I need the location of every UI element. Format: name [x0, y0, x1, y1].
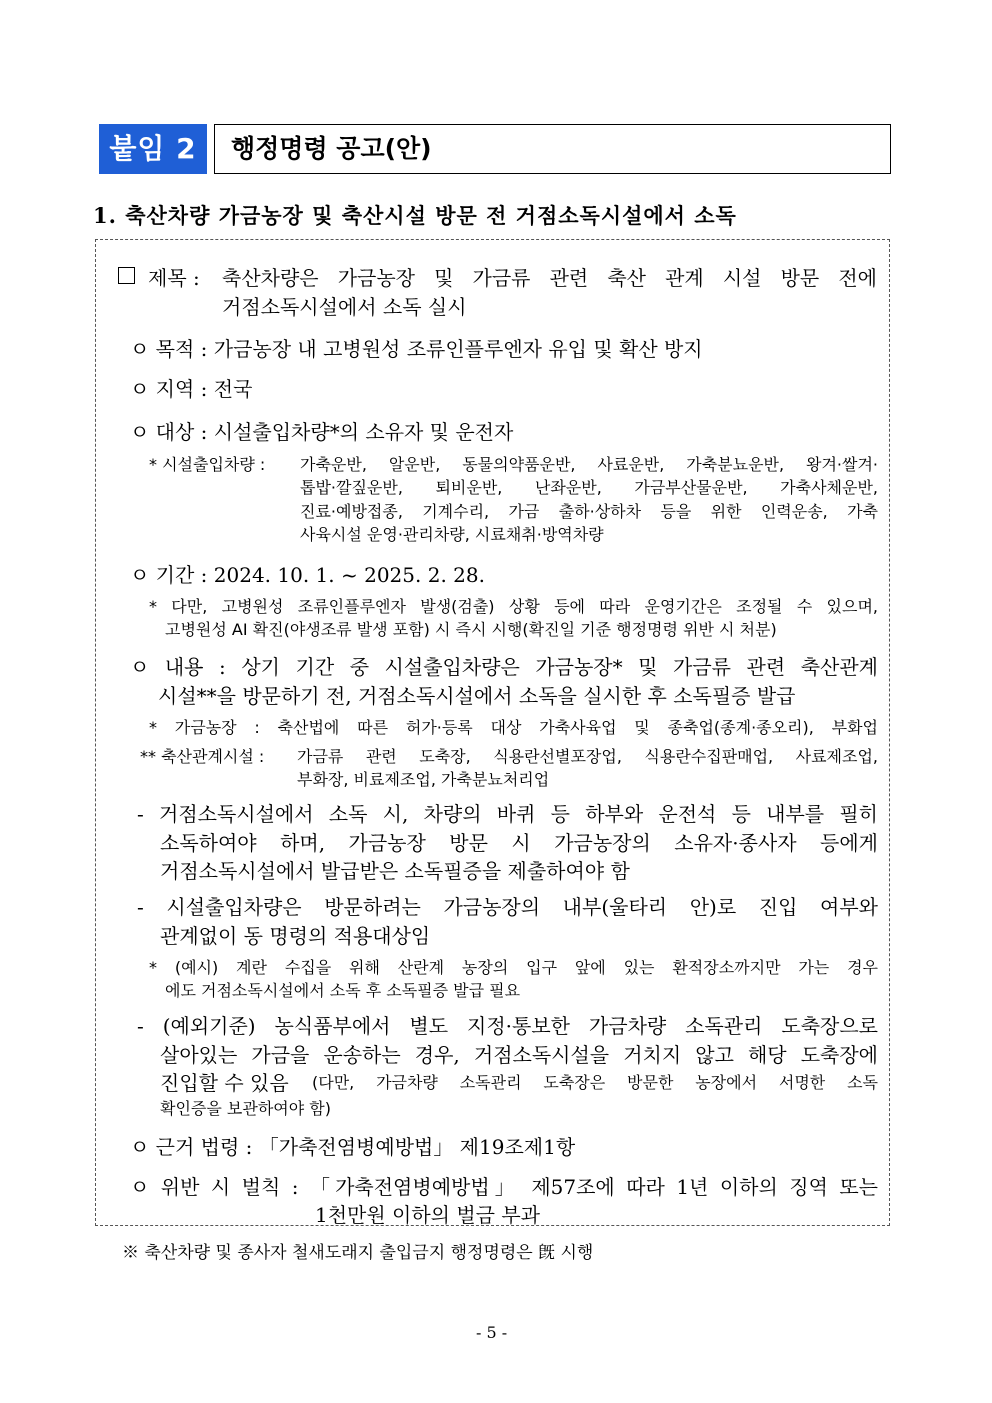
page-title: 행정명령 공고(안): [231, 134, 432, 163]
checkbox-square-icon: [118, 267, 135, 284]
vehicle-line-3: 진료·예방접종, 기계수리, 가금 출하·상하차 등을 위한 인력운송, 가축: [300, 502, 878, 521]
subject-label: 제목 :: [148, 266, 200, 290]
vehicle-label: * 시설출입차량 :: [149, 455, 266, 474]
purpose-line: ㅇ 목적 : 가금농장 내 고병원성 조류인플루엔자 유입 및 확산 방지: [130, 337, 703, 361]
dash2-line-1: - 시설출입차량은 방문하려는 가금농장의 내부(울타리 안)로 진입 여부와: [137, 895, 878, 919]
example-line-2: 에도 거점소독시설에서 소독 후 소독필증 발급 필요: [165, 981, 521, 1000]
section-title: 1. 축산차량 가금농장 및 축산시설 방문 전 거점소독시설에서 소독: [93, 203, 737, 228]
farm-note: * 가금농장 : 축산법에 따른 허가·등록 대상 가축사육업 및 종축업(종계·종오리), 부화업: [149, 718, 878, 737]
dash2-line-2: 관계없이 동 명령의 적용대상임: [160, 924, 431, 948]
dash3-line-3b: (다만, 가금차량 소독관리 도축장은 방문한 농장에서 서명한 소독: [312, 1073, 878, 1092]
dash3-line-1: - (예외기준) 농식품부에서 별도 지정·통보한 가금차량 소독관리 도축장으로: [137, 1014, 878, 1038]
period-note-2: 고병원성 AI 확진(야생조류 발생 포함) 시 즉시 시행(확진일 기준 행정명령 위반 시 처분): [165, 620, 777, 639]
vehicle-line-4: 사육시설 운영·관리차량, 시료채취·방역차량: [300, 525, 604, 544]
penalty-line-1: ㅇ 위반 시 벌칙 : 「가축전염병예방법」 제57조에 따라 1년 이하의 징역 또는: [130, 1175, 878, 1199]
penalty-line-2: 1천만원 이하의 벌금 부과: [315, 1203, 540, 1227]
period-note-1: * 다만, 고병원성 조류인플루엔자 발생(검출) 상황 등에 따라 운영기간은 조정될 수 있으며,: [149, 597, 878, 616]
dash1-line-1: - 거점소독시설에서 소독 시, 차량의 바퀴 등 하부와 운전석 등 내부를 필히: [137, 802, 878, 826]
vehicle-line-2: 톱밥·깔짚운반, 퇴비운반, 난좌운반, 가금부산물운반, 가축사체운반,: [300, 478, 878, 497]
attachment-badge: 붙임 2: [99, 124, 207, 174]
subject-line-2: 거점소독시설에서 소독 실시: [222, 295, 467, 319]
content-line-2: 시설**을 방문하기 전, 거점소독시설에서 소독을 실시한 후 소독필증 발급: [158, 684, 796, 708]
subject-line-1: 축산차량은 가금농장 및 가금류 관련 축산 관계 시설 방문 전에: [222, 266, 877, 290]
facility-line-2: 부화장, 비료제조업, 가축분뇨처리업: [297, 770, 550, 789]
example-line-1: * (예시) 계란 수집을 위해 산란계 농장의 입구 앞에 있는 환적장소까지만 가는 경우: [149, 958, 878, 977]
vehicle-line-1: 가축운반, 알운반, 동물의약품운반, 사료운반, 가축분뇨운반, 왕겨·쌀겨·: [300, 455, 878, 474]
dash3-line-3a: 진입할 수 있음: [160, 1071, 289, 1095]
title-box: [214, 124, 891, 174]
dash1-line-3: 거점소독시설에서 발급받은 소독필증을 제출하여야 함: [160, 859, 630, 883]
dash3-line-2: 살아있는 가금을 운송하는 경우, 거점소독시설을 거치지 않고 해당 도축장에: [160, 1043, 878, 1067]
facility-label: ** 축산관계시설 :: [140, 747, 265, 766]
content-line-1: ㅇ 내용 : 상기 기간 중 시설출입차량은 가금농장* 및 가금류 관련 축산관계: [130, 655, 878, 679]
dash1-line-2: 소독하여야 하며, 가금농장 방문 시 가금농장의 소유자·종사자 등에게: [160, 831, 878, 855]
region-line: ㅇ 지역 : 전국: [130, 377, 253, 401]
period-line: ㅇ 기간 : 2024. 10. 1. ~ 2025. 2. 28.: [130, 563, 485, 587]
footnote: ※ 축산차량 및 종사자 철새도래지 출입금지 행정명령은 旣 시행: [122, 1243, 594, 1263]
basis-line: ㅇ 근거 법령 : 「가축전염병예방법」 제19조제1항: [130, 1135, 576, 1159]
page-number: - 5 -: [476, 1323, 508, 1342]
facility-line-1: 가금류 관련 도축장, 식용란선별포장업, 식용란수집판매업, 사료제조업,: [297, 747, 878, 766]
dash3-line-4: 확인증을 보관하여야 함): [160, 1099, 331, 1118]
target-line: ㅇ 대상 : 시설출입차량*의 소유자 및 운전자: [130, 420, 514, 444]
